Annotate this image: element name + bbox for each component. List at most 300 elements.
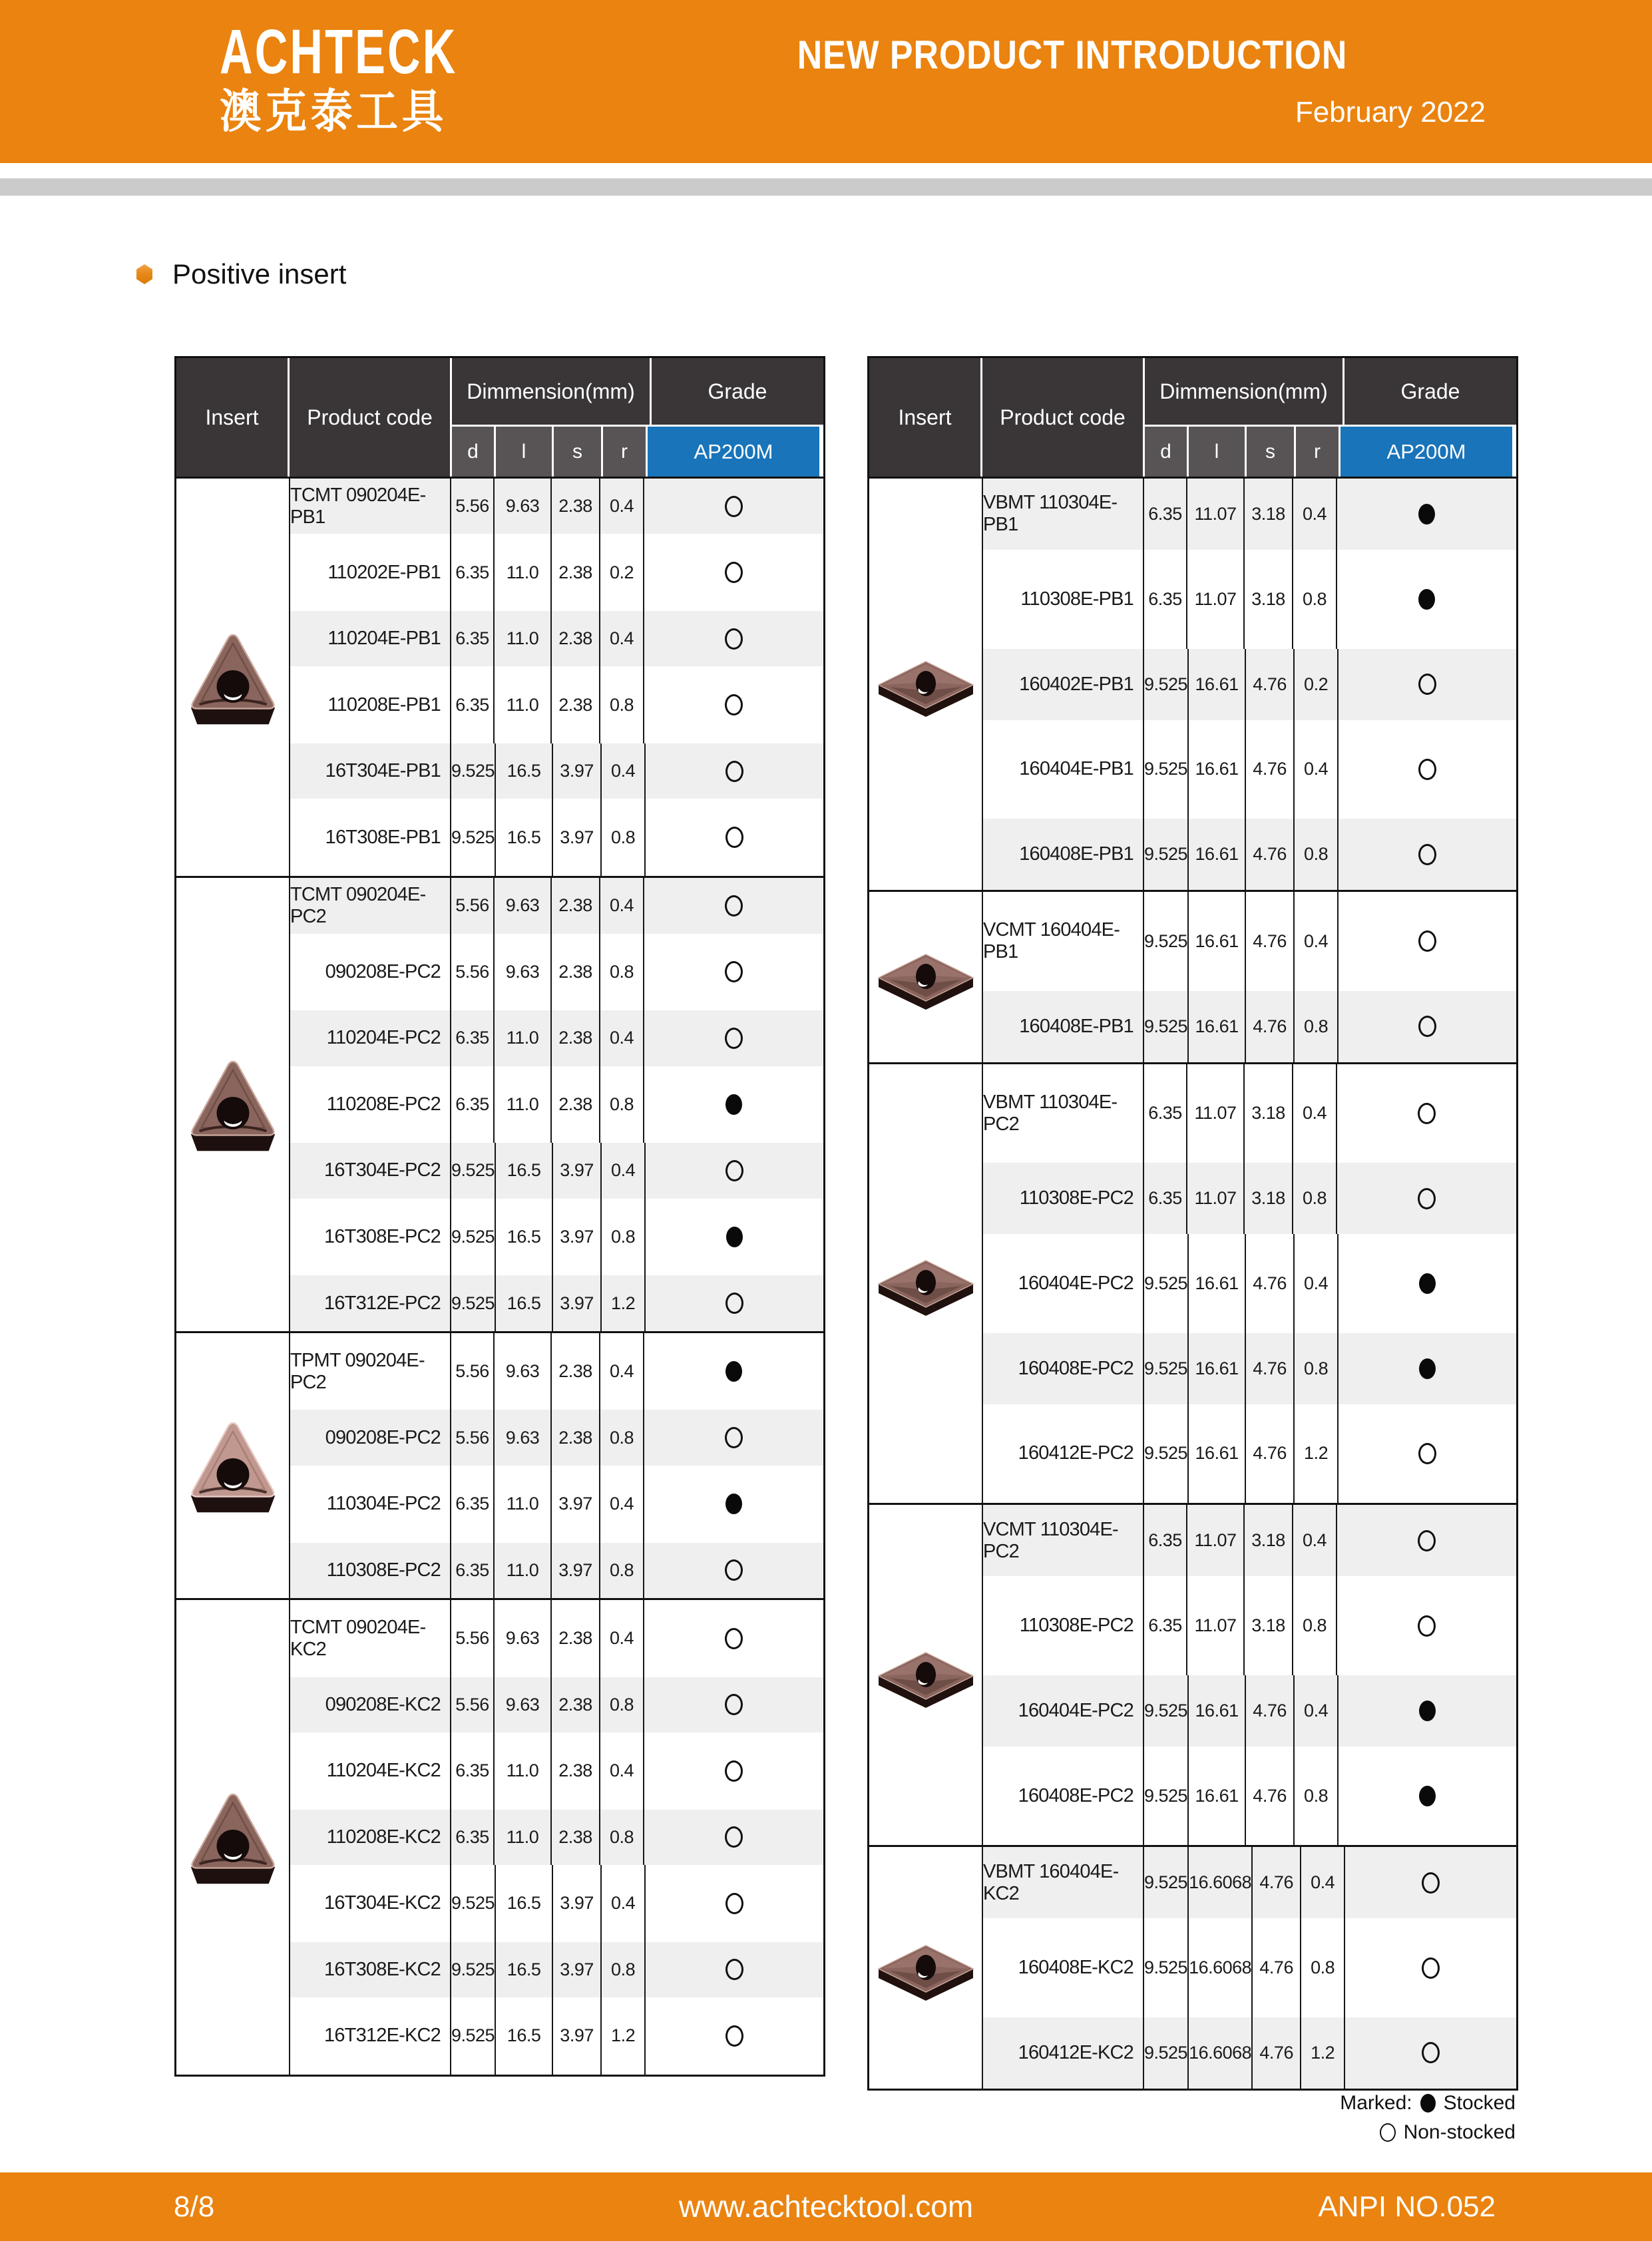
table-row	[983, 1576, 1516, 1675]
table-row	[983, 720, 1516, 819]
product-code-cell: 16T304E-PC2	[290, 1143, 451, 1198]
grade-cell	[1337, 1064, 1516, 1163]
product-code-cell: 110202E-PB1	[290, 534, 451, 611]
grade-cell	[1339, 991, 1516, 1062]
product-code-cell: 16T304E-PB1	[290, 743, 451, 799]
table-row	[290, 799, 823, 876]
dim-l-cell: 11.0	[495, 1010, 552, 1066]
dim-l-cell: 11.0	[495, 1810, 552, 1865]
dim-r-cell: 0.8	[602, 1942, 646, 1997]
dim-r-cell: 0.4	[1293, 479, 1337, 550]
table-row	[983, 819, 1516, 890]
table-row	[983, 892, 1516, 991]
dim-d-cell: 5.56	[451, 1600, 495, 1677]
table-row	[983, 1404, 1516, 1504]
dim-r-cell: 0.8	[1293, 550, 1337, 649]
dim-d-cell: 5.56	[451, 1333, 495, 1410]
col-header-l: l	[1189, 427, 1245, 477]
dim-l-cell: 9.63	[495, 934, 552, 1011]
dim-d-cell: 9.525	[451, 1143, 496, 1198]
doc-number: ANPI NO.052	[1318, 2190, 1496, 2223]
table-row	[983, 479, 1516, 550]
dim-r-cell: 0.8	[1301, 1918, 1345, 2017]
product-code-cell: 110208E-KC2	[290, 1810, 451, 1865]
table-row	[290, 1677, 823, 1732]
dim-d-cell: 6.35	[451, 1732, 495, 1810]
dim-r-cell: 0.4	[1295, 720, 1339, 819]
grade-cell	[1339, 1404, 1516, 1504]
grade-cell	[646, 1275, 823, 1330]
header-bar	[0, 0, 1652, 163]
legend-non-stocked	[1340, 2118, 1516, 2147]
col-header-dimension: Dimmension(mm)	[452, 358, 650, 425]
product-code-cell: TCMT 090204E-PB1	[290, 479, 451, 534]
dim-r-cell: 1.2	[602, 1997, 646, 2075]
dim-s-cell: 3.97	[552, 1466, 600, 1543]
dim-r-cell: 0.8	[602, 1199, 646, 1276]
dim-s-cell: 3.97	[553, 799, 602, 876]
non-stocked-icon	[725, 761, 743, 782]
table-row	[983, 1746, 1516, 1846]
grade-cell	[644, 1010, 823, 1066]
dim-s-cell: 3.97	[552, 1543, 600, 1598]
product-code-cell: VBMT 110304E-PC2	[983, 1064, 1144, 1163]
dim-l-cell: 16.61	[1189, 819, 1246, 890]
dim-r-cell: 0.4	[602, 743, 646, 799]
dim-r-cell: 0.8	[1295, 819, 1339, 890]
table-row	[290, 1865, 823, 1942]
dim-r-cell: 0.4	[600, 1732, 644, 1810]
dim-l-cell: 16.61	[1189, 892, 1246, 991]
table-row	[983, 550, 1516, 649]
col-header-grade: Grade	[652, 358, 823, 425]
dim-r-cell: 0.2	[1295, 649, 1339, 720]
dim-s-cell: 2.38	[552, 1066, 600, 1143]
grade-cell	[646, 799, 823, 876]
grade-cell	[1339, 819, 1516, 890]
dim-s-cell: 2.38	[552, 1010, 600, 1066]
dim-d-cell: 5.56	[451, 878, 495, 933]
product-code-cell: 160404E-PB1	[983, 720, 1144, 819]
non-stocked-icon	[725, 694, 743, 715]
product-code-cell: TCMT 090204E-KC2	[290, 1600, 451, 1677]
col-header-r: r	[603, 427, 646, 477]
dim-l-cell: 16.5	[496, 1942, 553, 1997]
grade-cell	[644, 479, 823, 534]
col-header-l: l	[496, 427, 552, 477]
grade-cell	[1345, 2017, 1516, 2089]
stocked-icon	[1419, 1701, 1436, 1721]
dim-d-cell: 9.525	[451, 1997, 496, 2075]
grade-cell	[1339, 649, 1516, 720]
right-table-body	[869, 477, 1516, 2089]
table-row	[290, 534, 823, 611]
non-stocked-icon	[725, 496, 743, 517]
product-code-cell: 110308E-PC2	[290, 1543, 451, 1598]
dim-r-cell: 0.4	[600, 611, 644, 666]
dim-r-cell: 0.4	[600, 1010, 644, 1066]
hexagon-bullet-icon	[136, 264, 152, 284]
non-stocked-icon	[725, 562, 743, 583]
dim-s-cell: 2.38	[552, 534, 600, 611]
grade-cell	[644, 666, 823, 743]
dim-r-cell: 0.4	[602, 1865, 646, 1942]
header-right	[659, 32, 1486, 129]
col-header-grade: Grade	[1344, 358, 1516, 425]
dim-s-cell: 4.76	[1246, 649, 1295, 720]
dim-r-cell: 0.4	[600, 1333, 644, 1410]
dim-s-cell: 3.97	[553, 1997, 602, 2075]
product-code-cell: 160408E-PC2	[983, 1333, 1144, 1404]
product-code-cell: 160408E-PB1	[983, 991, 1144, 1062]
dim-d-cell: 6.35	[451, 1810, 495, 1865]
grade-cell	[644, 1810, 823, 1865]
non-stocked-icon	[1422, 1872, 1440, 1894]
triangle-insert-dark-image	[176, 1600, 290, 2075]
table-row	[983, 1163, 1516, 1234]
dim-d-cell: 9.525	[1144, 1675, 1189, 1746]
grade-cell	[644, 611, 823, 666]
dim-d-cell: 9.525	[451, 799, 496, 876]
dim-s-cell: 2.38	[552, 611, 600, 666]
col-header-product-code: Product code	[290, 358, 450, 477]
non-stocked-icon	[1418, 930, 1436, 952]
dim-r-cell: 0.8	[1293, 1163, 1337, 1234]
insert-section	[869, 1062, 1516, 1504]
table-row	[983, 1918, 1516, 2017]
dim-r-cell: 0.4	[602, 1143, 646, 1198]
grade-cell	[1345, 1918, 1516, 2017]
product-code-cell: 110208E-PB1	[290, 666, 451, 743]
dim-s-cell: 3.18	[1245, 550, 1293, 649]
grade-cell	[644, 1333, 823, 1410]
dim-s-cell: 2.38	[552, 1410, 600, 1465]
grade-cell	[1339, 1333, 1516, 1404]
issue-date: February 2022	[1295, 96, 1486, 128]
dim-l-cell: 11.07	[1187, 479, 1245, 550]
table-row	[983, 1675, 1516, 1746]
dim-d-cell: 9.525	[1144, 1234, 1189, 1333]
brand-logo	[220, 15, 524, 137]
dim-l-cell: 16.5	[496, 1199, 553, 1276]
insert-section	[176, 876, 823, 1331]
grade-cell	[1337, 1576, 1516, 1675]
dim-r-cell: 0.4	[1295, 892, 1339, 991]
page-number: 8/8	[174, 2190, 215, 2223]
dim-d-cell: 9.525	[1144, 1918, 1189, 2017]
dim-s-cell: 3.18	[1245, 1163, 1293, 1234]
dim-d-cell: 9.525	[1144, 1333, 1189, 1404]
product-code-cell: 160408E-KC2	[983, 1918, 1144, 2017]
dim-r-cell: 0.4	[1301, 1847, 1345, 1918]
diamond-insert-image	[869, 1505, 983, 1845]
dim-d-cell: 6.35	[451, 1066, 495, 1143]
dim-s-cell: 4.76	[1246, 1333, 1295, 1404]
non-stocked-icon	[1418, 759, 1436, 780]
triangle-insert-dark-image	[176, 878, 290, 1331]
dim-s-cell: 2.38	[552, 1600, 600, 1677]
non-stocked-icon	[725, 1293, 743, 1314]
grade-cell	[644, 1466, 823, 1543]
product-code-cell: 110204E-KC2	[290, 1732, 451, 1810]
non-stocked-icon	[725, 895, 743, 917]
dim-d-cell: 6.35	[1144, 1064, 1187, 1163]
grade-cell	[1337, 550, 1516, 649]
table-row	[290, 1333, 823, 1410]
non-stocked-icon	[725, 628, 743, 650]
table-row	[983, 991, 1516, 1062]
dim-s-cell: 2.38	[552, 1732, 600, 1810]
table-row	[290, 1010, 823, 1066]
dim-l-cell: 16.5	[496, 1865, 553, 1942]
table-row	[983, 1847, 1516, 1918]
dim-d-cell: 6.35	[1144, 1163, 1187, 1234]
dim-s-cell: 3.97	[553, 1275, 602, 1330]
dim-s-cell: 2.38	[552, 666, 600, 743]
stocked-icon	[1418, 504, 1435, 524]
dim-r-cell: 0.8	[1295, 1333, 1339, 1404]
dim-s-cell: 4.76	[1246, 1675, 1295, 1746]
dim-l-cell: 16.61	[1189, 1333, 1246, 1404]
product-code-cell: 110204E-PB1	[290, 611, 451, 666]
table-row	[290, 1143, 823, 1198]
dim-s-cell: 2.38	[552, 878, 600, 933]
table-row	[290, 666, 823, 743]
dim-d-cell: 6.35	[451, 1543, 495, 1598]
stocked-icon	[1419, 1786, 1436, 1806]
dim-s-cell: 3.97	[553, 743, 602, 799]
dim-s-cell: 3.97	[553, 1143, 602, 1198]
table-row	[983, 1064, 1516, 1163]
dim-r-cell: 0.4	[1295, 1675, 1339, 1746]
table-row	[290, 1810, 823, 1865]
grade-cell	[644, 1600, 823, 1677]
dim-d-cell: 9.525	[451, 743, 496, 799]
non-stocked-icon	[1418, 1103, 1436, 1124]
product-code-cell: VCMT 110304E-PC2	[983, 1505, 1144, 1576]
dim-s-cell: 2.38	[552, 934, 600, 1011]
stocked-icon	[725, 1094, 742, 1115]
dim-d-cell: 6.35	[451, 666, 495, 743]
grade-cell	[646, 1199, 823, 1276]
dim-d-cell: 9.525	[1144, 819, 1189, 890]
dim-r-cell: 0.8	[600, 1410, 644, 1465]
product-code-cell: 16T312E-PC2	[290, 1275, 451, 1330]
dim-r-cell: 0.8	[600, 1066, 644, 1143]
dim-s-cell: 4.76	[1246, 819, 1295, 890]
non-stocked-icon	[725, 1628, 743, 1649]
dim-s-cell: 3.97	[553, 1199, 602, 1276]
non-stocked-icon	[1418, 1530, 1436, 1551]
grade-cell	[646, 1865, 823, 1942]
product-code-cell: 090208E-KC2	[290, 1677, 451, 1732]
dim-d-cell: 5.56	[451, 934, 495, 1011]
col-header-s: s	[554, 427, 601, 477]
non-stocked-icon	[725, 1559, 743, 1581]
dim-s-cell: 3.97	[553, 1865, 602, 1942]
grade-cell	[646, 743, 823, 799]
dim-l-cell: 16.61	[1189, 649, 1246, 720]
dim-d-cell: 6.35	[1144, 1576, 1187, 1675]
stocked-icon	[1419, 1358, 1436, 1379]
non-stocked-icon	[725, 1160, 743, 1181]
dim-l-cell: 9.63	[495, 479, 552, 534]
dim-l-cell: 11.07	[1187, 1576, 1245, 1675]
grade-cell	[1339, 1234, 1516, 1333]
dim-d-cell: 5.56	[451, 1677, 495, 1732]
grade-cell	[646, 1143, 823, 1198]
non-stocked-icon	[725, 2025, 743, 2047]
dim-r-cell: 1.2	[1301, 2017, 1345, 2089]
dim-d-cell: 9.525	[1144, 1847, 1189, 1918]
dim-d-cell: 9.525	[1144, 991, 1189, 1062]
page-title: NEW PRODUCT INTRODUCTION	[797, 33, 1348, 78]
grade-cell	[644, 878, 823, 933]
product-code-cell: VCMT 160404E-PB1	[983, 892, 1144, 991]
dim-d-cell: 6.35	[451, 611, 495, 666]
grade-cell	[1337, 1505, 1516, 1576]
dim-r-cell: 0.4	[600, 479, 644, 534]
dim-r-cell: 0.8	[600, 1677, 644, 1732]
dim-d-cell: 6.35	[1144, 550, 1187, 649]
insert-section	[869, 1503, 1516, 1845]
triangle-insert-dark-image	[176, 479, 290, 876]
insert-section	[176, 479, 823, 876]
table-row	[290, 611, 823, 666]
dim-l-cell: 16.5	[496, 1997, 553, 2075]
insert-section	[869, 1845, 1516, 2089]
dim-l-cell: 16.6068	[1189, 1847, 1253, 1918]
dim-s-cell: 4.76	[1246, 1234, 1295, 1333]
insert-section	[869, 479, 1516, 890]
dim-s-cell: 3.18	[1245, 1505, 1293, 1576]
table-row	[290, 1199, 823, 1276]
product-code-cell: 160408E-PB1	[983, 819, 1144, 890]
non-stocked-icon	[725, 961, 743, 982]
dim-l-cell: 16.6068	[1189, 2017, 1253, 2089]
col-header-r: r	[1296, 427, 1339, 477]
stocked-icon	[726, 1227, 743, 1247]
diamond-insert-image	[869, 479, 983, 890]
table-row	[983, 1505, 1516, 1576]
grade-cell	[644, 1066, 823, 1143]
dim-r-cell: 0.4	[600, 878, 644, 933]
dim-d-cell: 6.35	[1144, 479, 1187, 550]
table-row	[290, 878, 823, 933]
dim-s-cell: 4.76	[1253, 1918, 1301, 2017]
dim-d-cell: 9.525	[1144, 649, 1189, 720]
dim-r-cell: 0.8	[602, 799, 646, 876]
diamond-insert-image	[869, 892, 983, 1062]
dim-s-cell: 2.38	[552, 1333, 600, 1410]
dim-l-cell: 9.63	[495, 1333, 552, 1410]
table-row	[290, 479, 823, 534]
stocked-icon	[1418, 589, 1435, 610]
dim-d-cell: 9.525	[451, 1942, 496, 1997]
diamond-insert-image	[869, 1847, 983, 2089]
non-stocked-icon	[1418, 1016, 1436, 1037]
grade-cell	[646, 1942, 823, 1997]
non-stocked-icon	[1418, 674, 1436, 695]
non-stocked-icon	[725, 1760, 743, 1782]
table-row	[290, 1543, 823, 1598]
dim-r-cell: 0.4	[600, 1466, 644, 1543]
website-link[interactable]: www.achtecktool.com	[678, 2189, 974, 2224]
left-product-table	[174, 356, 825, 2077]
non-stocked-icon	[725, 1893, 743, 1914]
dim-r-cell: 0.8	[1295, 991, 1339, 1062]
non-stocked-icon	[1380, 2123, 1396, 2142]
product-code-cell: 110308E-PB1	[983, 550, 1144, 649]
col-header-dimension: Dimmension(mm)	[1145, 358, 1342, 425]
dim-l-cell: 11.0	[495, 1732, 552, 1810]
table-row	[983, 1333, 1516, 1404]
dim-d-cell: 9.525	[451, 1865, 496, 1942]
dim-r-cell: 0.8	[1293, 1576, 1337, 1675]
dim-l-cell: 16.5	[496, 743, 553, 799]
dim-s-cell: 4.76	[1246, 1404, 1295, 1504]
dim-l-cell: 11.0	[495, 666, 552, 743]
legend-stocked-label: Stocked	[1443, 2092, 1516, 2114]
non-stocked-icon	[725, 1826, 743, 1848]
product-code-cell: 090208E-PC2	[290, 1410, 451, 1465]
legend-marked-label: Marked:	[1340, 2092, 1412, 2114]
dim-d-cell: 9.525	[1144, 892, 1189, 991]
brand-logo-chinese: 澳克泰工具	[220, 85, 447, 137]
dim-r-cell: 0.4	[1295, 1234, 1339, 1333]
dim-l-cell: 11.0	[495, 1066, 552, 1143]
dim-r-cell: 1.2	[1295, 1404, 1339, 1504]
col-header-d: d	[452, 427, 494, 477]
grade-cell	[1337, 1163, 1516, 1234]
left-table-body	[176, 477, 823, 2075]
grade-cell	[1339, 1675, 1516, 1746]
non-stocked-icon	[1418, 844, 1436, 865]
dim-s-cell: 4.76	[1253, 2017, 1301, 2089]
dim-d-cell: 5.56	[451, 479, 495, 534]
dim-l-cell: 16.61	[1189, 1675, 1246, 1746]
table-row	[290, 743, 823, 799]
dim-l-cell: 9.63	[495, 1600, 552, 1677]
product-code-cell: 160402E-PB1	[983, 649, 1144, 720]
grade-cell	[644, 1543, 823, 1598]
table-row	[290, 1600, 823, 1677]
dim-s-cell: 4.76	[1246, 1746, 1295, 1846]
table-row	[290, 1275, 823, 1330]
dim-r-cell: 0.8	[600, 934, 644, 1011]
non-stocked-icon	[1418, 1188, 1436, 1209]
col-header-insert: Insert	[176, 358, 288, 477]
insert-section	[176, 1598, 823, 2075]
dim-r-cell: 0.4	[1293, 1064, 1337, 1163]
grade-cell	[644, 534, 823, 611]
dim-d-cell: 6.35	[451, 1466, 495, 1543]
dim-l-cell: 11.0	[495, 534, 552, 611]
dim-d-cell: 9.525	[1144, 2017, 1189, 2089]
product-code-cell: 16T308E-KC2	[290, 1942, 451, 1997]
product-code-cell: 16T312E-KC2	[290, 1997, 451, 2075]
grade-cell	[644, 934, 823, 1011]
table-row	[290, 1997, 823, 2075]
right-product-table	[867, 356, 1518, 2091]
dim-l-cell: 11.0	[495, 1466, 552, 1543]
col-header-d: d	[1145, 427, 1187, 477]
dim-l-cell: 11.07	[1187, 1064, 1245, 1163]
grade-cell	[644, 1732, 823, 1810]
dim-d-cell: 5.56	[451, 1410, 495, 1465]
product-code-cell: TPMT 090204E-PC2	[290, 1333, 451, 1410]
insert-section	[869, 890, 1516, 1062]
